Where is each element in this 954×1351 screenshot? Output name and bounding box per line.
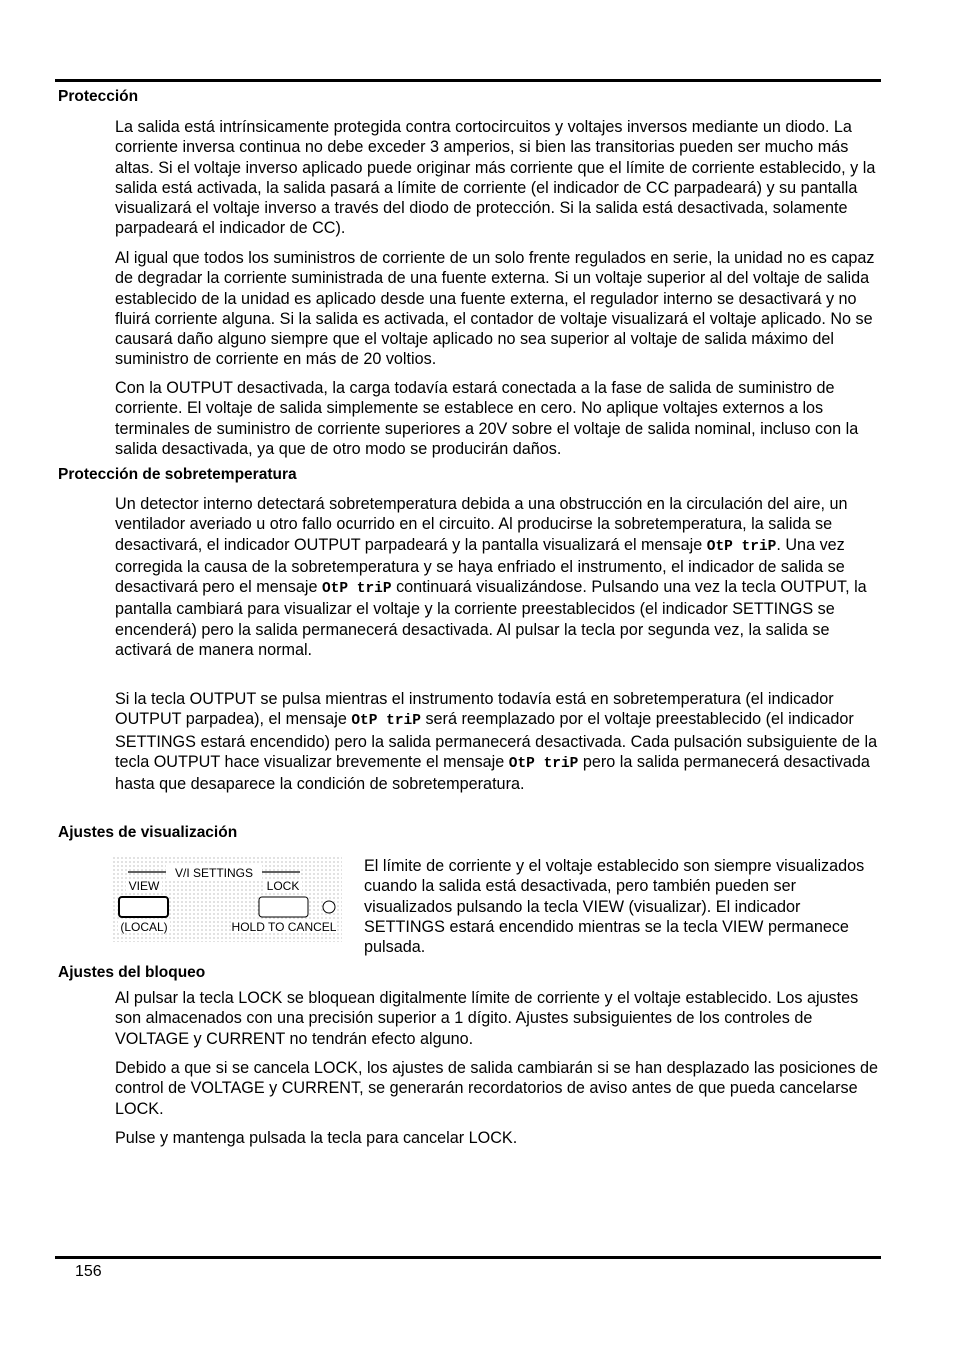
paragraph-bloqueo-3: Pulse y mantenga pulsada la tecla para cancelar LOCK. [115, 1129, 518, 1147]
front-panel-svg [112, 856, 342, 942]
text-segment: Un detector interno detectará sobretemperatura debida a una obstrucción en la circulación del aire, un ventilador averiado u otro fallo ocurrido en el circuito. Al producirse la sobretemperatura, la salida se desactivará, el indicador OUTPUT parpadeará y la pantalla visualizará el mensaje [115, 495, 848, 554]
settings-indicator-led [323, 901, 335, 913]
display-message-otp-trip: OtP triP [351, 713, 421, 730]
paragraph-sobretemperatura-2 [115, 689, 879, 794]
text-segment: Si la tecla OUTPUT se pulsa mientras el instrumento todavía está en sobretemperatura (el indicador OUTPUT parpadea), el mensaje [115, 690, 834, 729]
paragraph-bloqueo-2: Debido a que si se cancela LOCK, los ajustes de salida cambiarán si se han desplazado las posiciones de control de VOLTAGE y CURRENT, se generarán recordatorios de aviso antes de que pueda cancelarse LOCK. [115, 1059, 879, 1118]
view-label: VIEW [128, 879, 160, 893]
text-segment: . Una vez corregida la causa de la sobretemperatura y se haya enfriado el instrumento, el indicador de salida se desactivará pero el mensaje [115, 535, 845, 597]
panel-title: V/I SETTINGS [174, 866, 254, 880]
view-key[interactable] [119, 897, 168, 917]
front-panel-illustration [112, 856, 342, 942]
paragraph-proteccion-2: Al igual que todos los suministros de corriente de un solo frente regulados en serie, la unidad no es capaz de degradar la corriente suministrada de una fuente externa. Si un voltaje superior al del voltaje de salida establecido de la unidad es aplicado desde una fuente externa, el regulador interno se desactivará y no fluirá corriente alguna. Si la salida es activada, el contador de voltaje visualizará el voltaje aplicado. No se causará daño alguno siempre que el voltaje aplicado no sea superior al voltaje de salida máximo del suministro de corriente en más de 20 voltios. [115, 249, 875, 369]
paragraph-visualizacion-1: El límite de corriente y el voltaje establecido son siempre visualizados cuando la salida está desactivada, pero también pueden ser visualizados pulsando la tecla VIEW (visualizar). El indicador SETTINGS estará encendido mientras se la tecla VIEW permanece pulsada. [364, 857, 865, 957]
display-message-otp-trip: OtP triP [508, 755, 579, 772]
paragraph-sobretemperatura-1 [115, 494, 879, 660]
bottom-rule [55, 1256, 881, 1259]
page-number: 156 [75, 1263, 102, 1280]
top-rule [55, 79, 881, 82]
hold-to-cancel-label: HOLD TO CANCEL [231, 920, 337, 934]
text-segment: pero la salida permanecerá desactivada hasta que desaparece la condición de sobretemperatura. [115, 752, 870, 794]
text-segment: será reemplazado por el voltaje preestablecido (el indicador SETTINGS estará encendido) pero la salida permanecerá desactivada. Cada pulsación subsiguiente de la tecla OUTPUT hace visualizar brevemente el mensaje [115, 710, 878, 771]
text-segment: continuará visualizándose. Pulsando una vez la tecla OUTPUT, la pantalla cambiará para visualizar el voltaje y la corriente preestablecidos (el indicador SETTINGS se encenderá) pero la salida permanecerá desactivada. Al pulsar la tecla por segunda vez, la salida se activará de manera normal. [115, 578, 867, 660]
heading-visualizacion: Ajustes de visualización [58, 824, 238, 841]
display-message-otp-trip: OtP triP [321, 581, 392, 598]
paragraph-proteccion-1: La salida está intrínsicamente protegida contra cortocircuitos y voltajes inversos mediante un diodo. La corriente inversa continua no debe exceder 3 amperios, si bien las transitorias pueden ser mucho más altas. Si el voltaje inverso aplicado puede originar más corriente que el límite de corriente establecido, y la salida está activada, la salida pasará a límite de corriente (el indicador de CC parpadeará) y su pantalla visualizará el voltaje inverso a través del diodo de protección. Si la salida está desactivada, solamente parpadeará el indicador de CC). [115, 118, 876, 238]
lock-key[interactable] [259, 897, 308, 917]
paragraph-proteccion-3: Con la OUTPUT desactivada, la carga todavía estará conectada a la fase de salida de suministro de corriente. El voltaje de salida simplemente se establece en cero. No aplique voltajes externos a los terminales de suministro de corriente superiores a 20V sobre el voltaje de salida nominal, incluso con la salida desactivada, ya que de otro modo se producirán daños. [115, 379, 859, 458]
display-message-otp-trip: OtP triP [706, 538, 777, 555]
heading-proteccion: Protección [58, 88, 139, 105]
lock-label: LOCK [266, 879, 300, 893]
heading-sobretemperatura: Protección de sobretemperatura [58, 466, 297, 483]
local-label: (LOCAL) [120, 920, 168, 934]
paragraph-bloqueo-1: Al pulsar la tecla LOCK se bloquean digitalmente límite de corriente y el voltaje establecido. Los ajustes son almacenados con una precisión superior a 1 dígito. Ajustes subsiguientes de los controles de VOLTAGE y CURRENT no tendrán efecto alguno. [115, 989, 859, 1048]
heading-bloqueo: Ajustes del bloqueo [58, 964, 206, 981]
